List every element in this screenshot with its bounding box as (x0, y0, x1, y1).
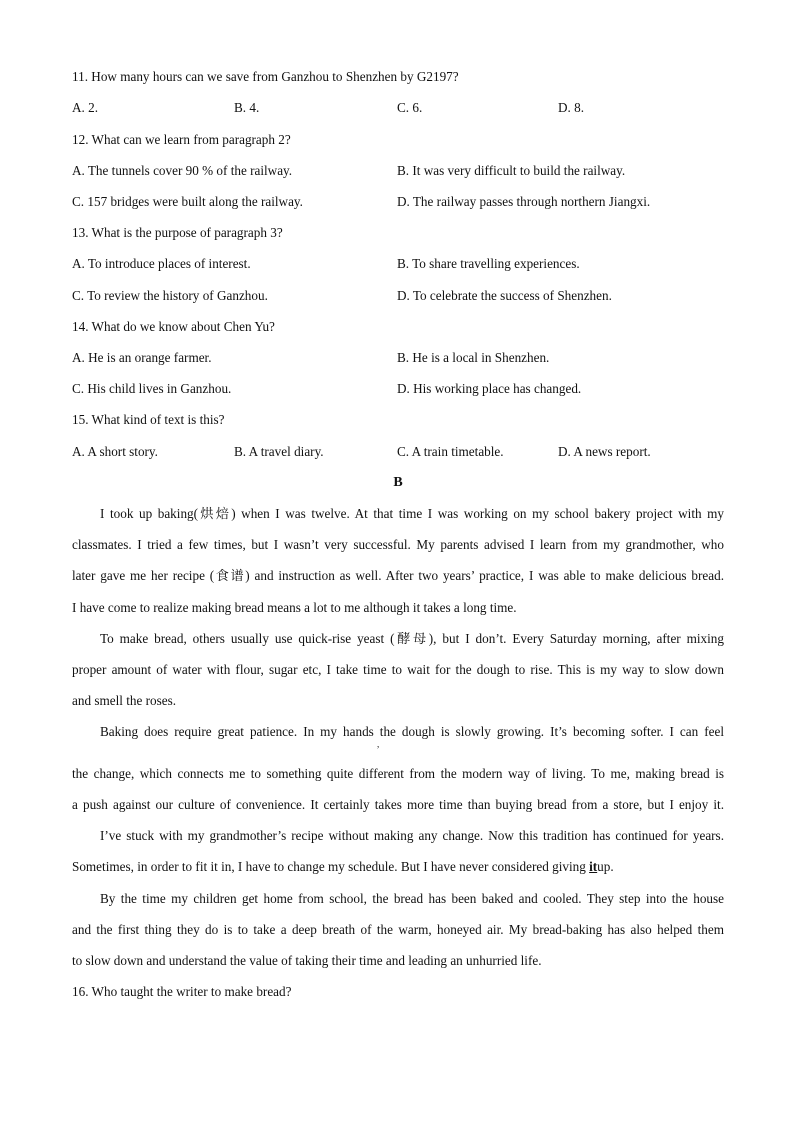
passage-line-7: and smell the roses. (72, 693, 177, 708)
question-13-option-b: B. To share travelling experiences. (397, 256, 580, 271)
question-11-stem: 11. How many hours can we save from Ganzhou to Shenzhen by G2197? (72, 69, 459, 84)
passage-line-14: and the first thing they do is to take a deep breath of the warm, honeyed air. My bread-baking has also helped them (72, 922, 724, 937)
question-16-stem: 16. Who taught the writer to make bread? (72, 984, 292, 999)
question-14-option-d: D. His working place has changed. (397, 381, 582, 396)
passage-line-15: to slow down and understand the value of taking their time and leading an unhurried life. (72, 953, 542, 968)
question-13-option-c: C. To review the history of Ganzhou. (72, 288, 268, 303)
question-13-option-d: D. To celebrate the success of Shenzhen. (397, 288, 612, 303)
question-15-option-a: A. A short story. (72, 444, 158, 459)
question-14-stem: 14. What do we know about Chen Yu? (72, 319, 275, 334)
question-11-option-d: D. 8. (558, 100, 585, 115)
question-15-option-c: C. A train timetable. (397, 444, 504, 459)
passage-line-9: the change, which connects me to something quite different from the modern way of living. To me, making bread is (72, 766, 724, 781)
passage-line-1: I took up baking(烘焙) when I was twelve. At that time I was working on my school bakery project with my (100, 506, 724, 521)
passage-line-5: To make bread, others usually use quick-rise yeast (酵母), but I don’t. Every Saturday morning, after mixing (100, 631, 724, 646)
question-12-option-c: C. 157 bridges were built along the railway. (72, 194, 303, 209)
underlined-word-it: it (589, 859, 598, 874)
passage-line-8: Baking does require great patience. In my hands the dough is slowly growing. It’s becoming softer. I can feel (100, 724, 724, 739)
passage-line-2: classmates. I tried a few times, but I wasn’t very successful. My parents advised I learn from my grandmother, who (72, 537, 724, 552)
question-11-option-b: B. 4. (234, 100, 260, 115)
passage-line-6: proper amount of water with flour, sugar etc, I take time to wait for the dough to rise. This is my way to slow down (72, 662, 724, 677)
stray-comma-mark: , (377, 739, 380, 749)
question-11-option-a: A. 2. (72, 100, 99, 115)
question-15-stem: 15. What kind of text is this? (72, 412, 225, 427)
question-15-option-b: B. A travel diary. (234, 444, 324, 459)
passage-line-12-end: up. (597, 859, 614, 874)
passage-line-4: I have come to realize making bread means a lot to me although it takes a long time. (72, 600, 517, 615)
passage-line-3: later gave me her recipe (食谱) and instruction as well. After two years’ practice, I was able to make delicious bread. (72, 568, 724, 583)
passage-line-10: a push against our culture of convenience. It certainly takes more time than buying bread from a store, but I enjoy it. (72, 797, 724, 812)
question-12-stem: 12. What can we learn from paragraph 2? (72, 132, 291, 147)
question-15-option-d: D. A news report. (558, 444, 651, 459)
passage-line-13: By the time my children get home from school, the bread has been baked and cooled. They step into the house (100, 891, 724, 906)
question-12-option-b: B. It was very difficult to build the railway. (397, 163, 626, 178)
question-14-option-a: A. He is an orange farmer. (72, 350, 212, 365)
section-b-title: B (393, 475, 403, 490)
question-12-option-a: A. The tunnels cover 90 % of the railway. (72, 163, 293, 178)
question-12-option-d: D. The railway passes through northern Jiangxi. (397, 194, 651, 209)
question-13-option-a: A. To introduce places of interest. (72, 256, 251, 271)
question-13-stem: 13. What is the purpose of paragraph 3? (72, 225, 283, 240)
question-11-option-c: C. 6. (397, 100, 423, 115)
passage-line-12 (72, 859, 614, 875)
passage-line-12-text: Sometimes, in order to fit it in, I have to change my schedule. But I have never considered giving (72, 859, 586, 874)
passage-line-11: I’ve stuck with my grandmother’s recipe without making any change. Now this tradition has continued for years. (100, 828, 724, 843)
question-14-option-c: C. His child lives in Ganzhou. (72, 381, 232, 396)
question-14-option-b: B. He is a local in Shenzhen. (397, 350, 550, 365)
